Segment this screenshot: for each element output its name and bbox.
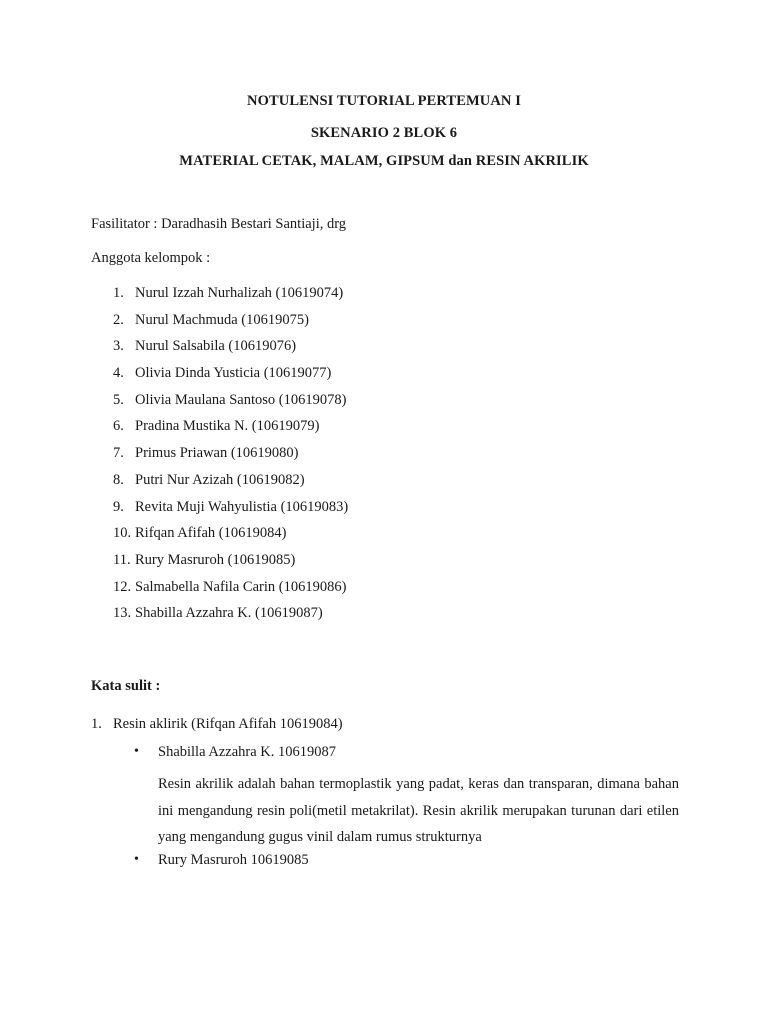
member-name: Nurul Salsabila (10619076) bbox=[135, 338, 297, 355]
member-name: Primus Priawan (10619080) bbox=[135, 445, 299, 462]
member-name: Shabilla Azzahra K. (10619087) bbox=[135, 605, 323, 622]
member-name: Nurul Machmuda (10619075) bbox=[135, 311, 309, 328]
bullet-icon: • bbox=[134, 744, 139, 759]
respondent-name: Rury Masruroh 10619085 bbox=[158, 852, 309, 868]
list-number: 3. bbox=[113, 338, 124, 355]
member-name: Nurul Izzah Nurhalizah (10619074) bbox=[135, 285, 344, 301]
list-number: 10. bbox=[113, 525, 132, 542]
document-title: NOTULENSI TUTORIAL PERTEMUAN I bbox=[247, 93, 521, 109]
member-name: Pradina Mustika N. (10619079) bbox=[135, 418, 320, 435]
term-number: 1. bbox=[91, 716, 102, 732]
kata-sulit-heading: Kata sulit : bbox=[91, 678, 161, 694]
list-number: 8. bbox=[113, 471, 124, 488]
member-name: Rury Masruroh (10619085) bbox=[135, 551, 296, 568]
member-name: Putri Nur Azizah (10619082) bbox=[135, 471, 305, 488]
list-number: 11. bbox=[113, 551, 131, 568]
list-number: 1. bbox=[113, 285, 124, 301]
list-number: 5. bbox=[113, 391, 124, 408]
member-name: Olivia Dinda Yusticia (10619077) bbox=[135, 365, 332, 382]
member-name: Revita Muji Wahyulistia (10619083) bbox=[135, 498, 349, 515]
list-number: 6. bbox=[113, 418, 124, 435]
term-label: Resin aklirik (Rifqan Afifah 10619084) bbox=[113, 716, 343, 732]
definition-paragraph: Resin akrilik adalah bahan termoplastik yang padat, keras dan transparan, dimana bahan ini mengandung resin poli(metil metakrilat). Resin akrilik merupakan turunan dari etilen yang mengandung gugus vinil dalam rumus strukturnya bbox=[158, 776, 679, 845]
list-number: 13. bbox=[113, 605, 132, 622]
anggota-label: Anggota kelompok : bbox=[91, 250, 211, 266]
topic-title: MATERIAL CETAK, MALAM, GIPSUM dan RESIN AKRILIK bbox=[179, 153, 589, 169]
member-name: Rifqan Afifah (10619084) bbox=[135, 525, 287, 542]
member-name: Salmabella Nafila Carin (10619086) bbox=[135, 578, 347, 595]
fasilitator-line: Fasilitator : Daradhasih Bestari Santiaji, drg bbox=[91, 216, 347, 232]
scenario-title: SKENARIO 2 BLOK 6 bbox=[310, 125, 458, 141]
list-number: 9. bbox=[113, 498, 124, 515]
respondent-name: Shabilla Azzahra K. 10619087 bbox=[158, 744, 336, 760]
list-number: 2. bbox=[113, 311, 124, 328]
list-number: 12. bbox=[113, 578, 132, 595]
list-number: 7. bbox=[113, 445, 124, 462]
bullet-icon: • bbox=[134, 852, 139, 867]
member-name: Olivia Maulana Santoso (10619078) bbox=[135, 391, 347, 408]
list-number: 4. bbox=[113, 365, 124, 382]
